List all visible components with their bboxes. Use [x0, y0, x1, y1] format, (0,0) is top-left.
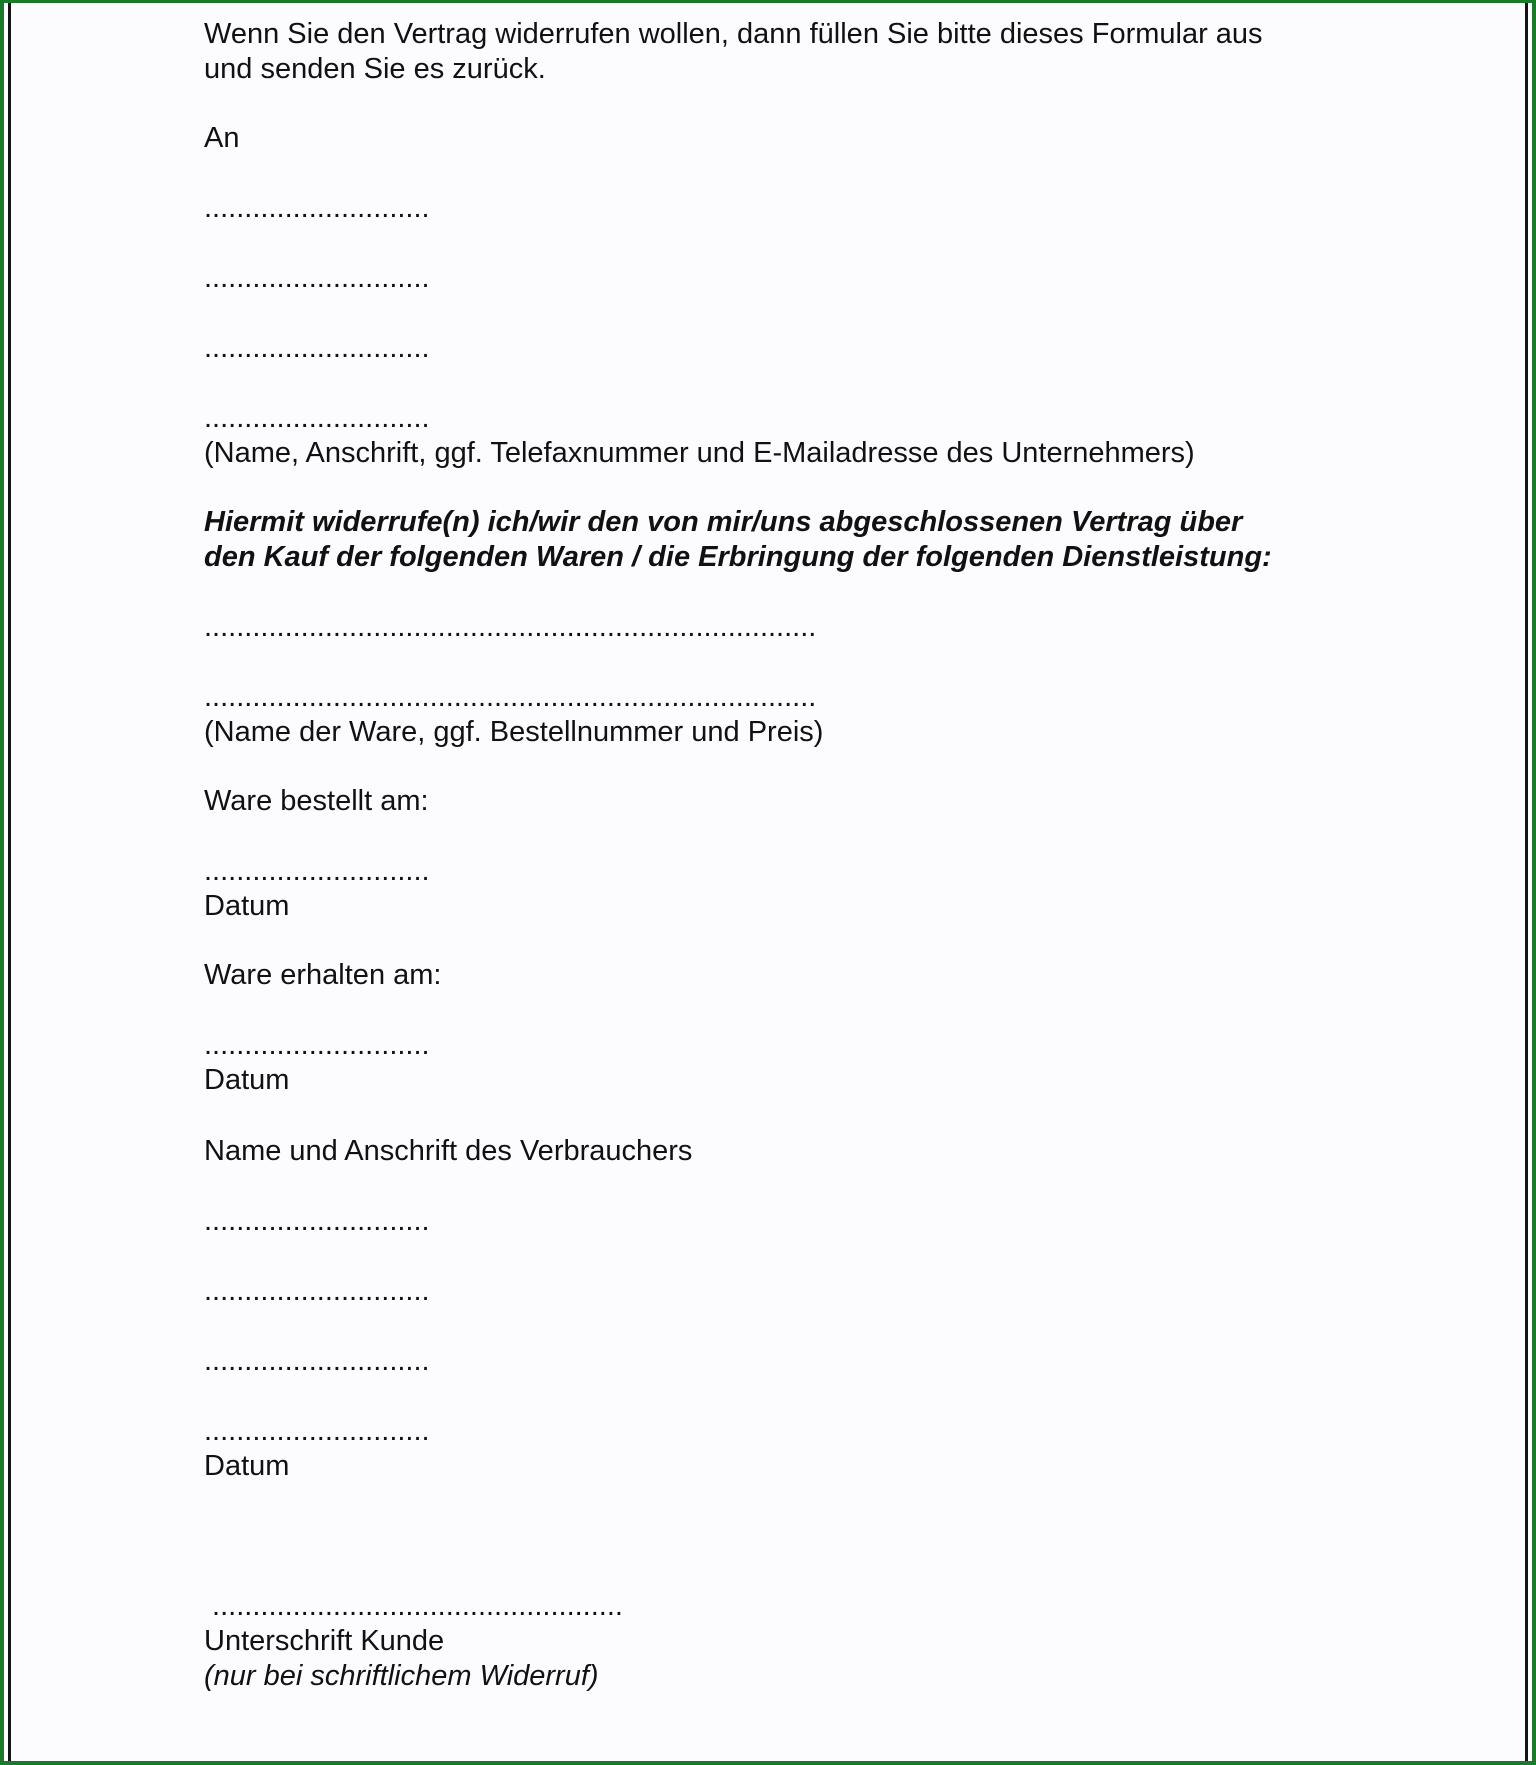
consumer-field-4[interactable]: ............................	[204, 1415, 430, 1447]
signature-field[interactable]: ...................................................	[204, 1590, 623, 1622]
goods-field-2[interactable]: ............................................................................	[204, 681, 817, 713]
recipient-field-2[interactable]: ............................	[204, 262, 430, 294]
recipient-field-3[interactable]: ............................	[204, 332, 430, 364]
consumer-date-caption: Datum	[204, 1450, 290, 1482]
consumer-label: Name und Anschrift des Verbrauchers	[204, 1135, 693, 1167]
recipient-label: An	[204, 122, 240, 154]
ordered-date-caption: Datum	[204, 890, 290, 922]
recipient-field-4[interactable]: ............................	[204, 402, 430, 434]
recipient-field-1[interactable]: ............................	[204, 192, 430, 224]
declaration-line-1: Hiermit widerrufe(n) ich/wir den von mir/uns abgeschlossenen Vertrag über	[204, 506, 1243, 538]
recipient-caption: (Name, Anschrift, ggf. Telefaxnummer und E-Mailadresse des Unternehmers)	[204, 437, 1195, 469]
goods-field-1[interactable]: ............................................................................	[204, 611, 817, 643]
ordered-date-field[interactable]: ............................	[204, 855, 430, 887]
signature-note: (nur bei schriftlichem Widerruf)	[204, 1660, 599, 1692]
intro-line-1: Wenn Sie den Vertrag widerrufen wollen, dann füllen Sie bitte dieses Formular aus	[204, 18, 1263, 50]
received-label: Ware erhalten am:	[204, 959, 442, 991]
signature-label: Unterschrift Kunde	[204, 1625, 445, 1657]
ordered-label: Ware bestellt am:	[204, 785, 429, 817]
withdrawal-form	[204, 17, 1394, 1694]
declaration-line-2: den Kauf der folgenden Waren / die Erbringung der folgenden Dienstleistung:	[204, 541, 1272, 573]
goods-caption: (Name der Ware, ggf. Bestellnummer und Preis)	[204, 716, 824, 748]
document-page	[8, 3, 1528, 1761]
received-date-field[interactable]: ............................	[204, 1029, 430, 1061]
intro-line-2: und senden Sie es zurück.	[204, 53, 546, 85]
received-date-caption: Datum	[204, 1064, 290, 1096]
consumer-field-2[interactable]: ............................	[204, 1275, 430, 1307]
consumer-field-3[interactable]: ............................	[204, 1345, 430, 1377]
consumer-field-1[interactable]: ............................	[204, 1205, 430, 1237]
